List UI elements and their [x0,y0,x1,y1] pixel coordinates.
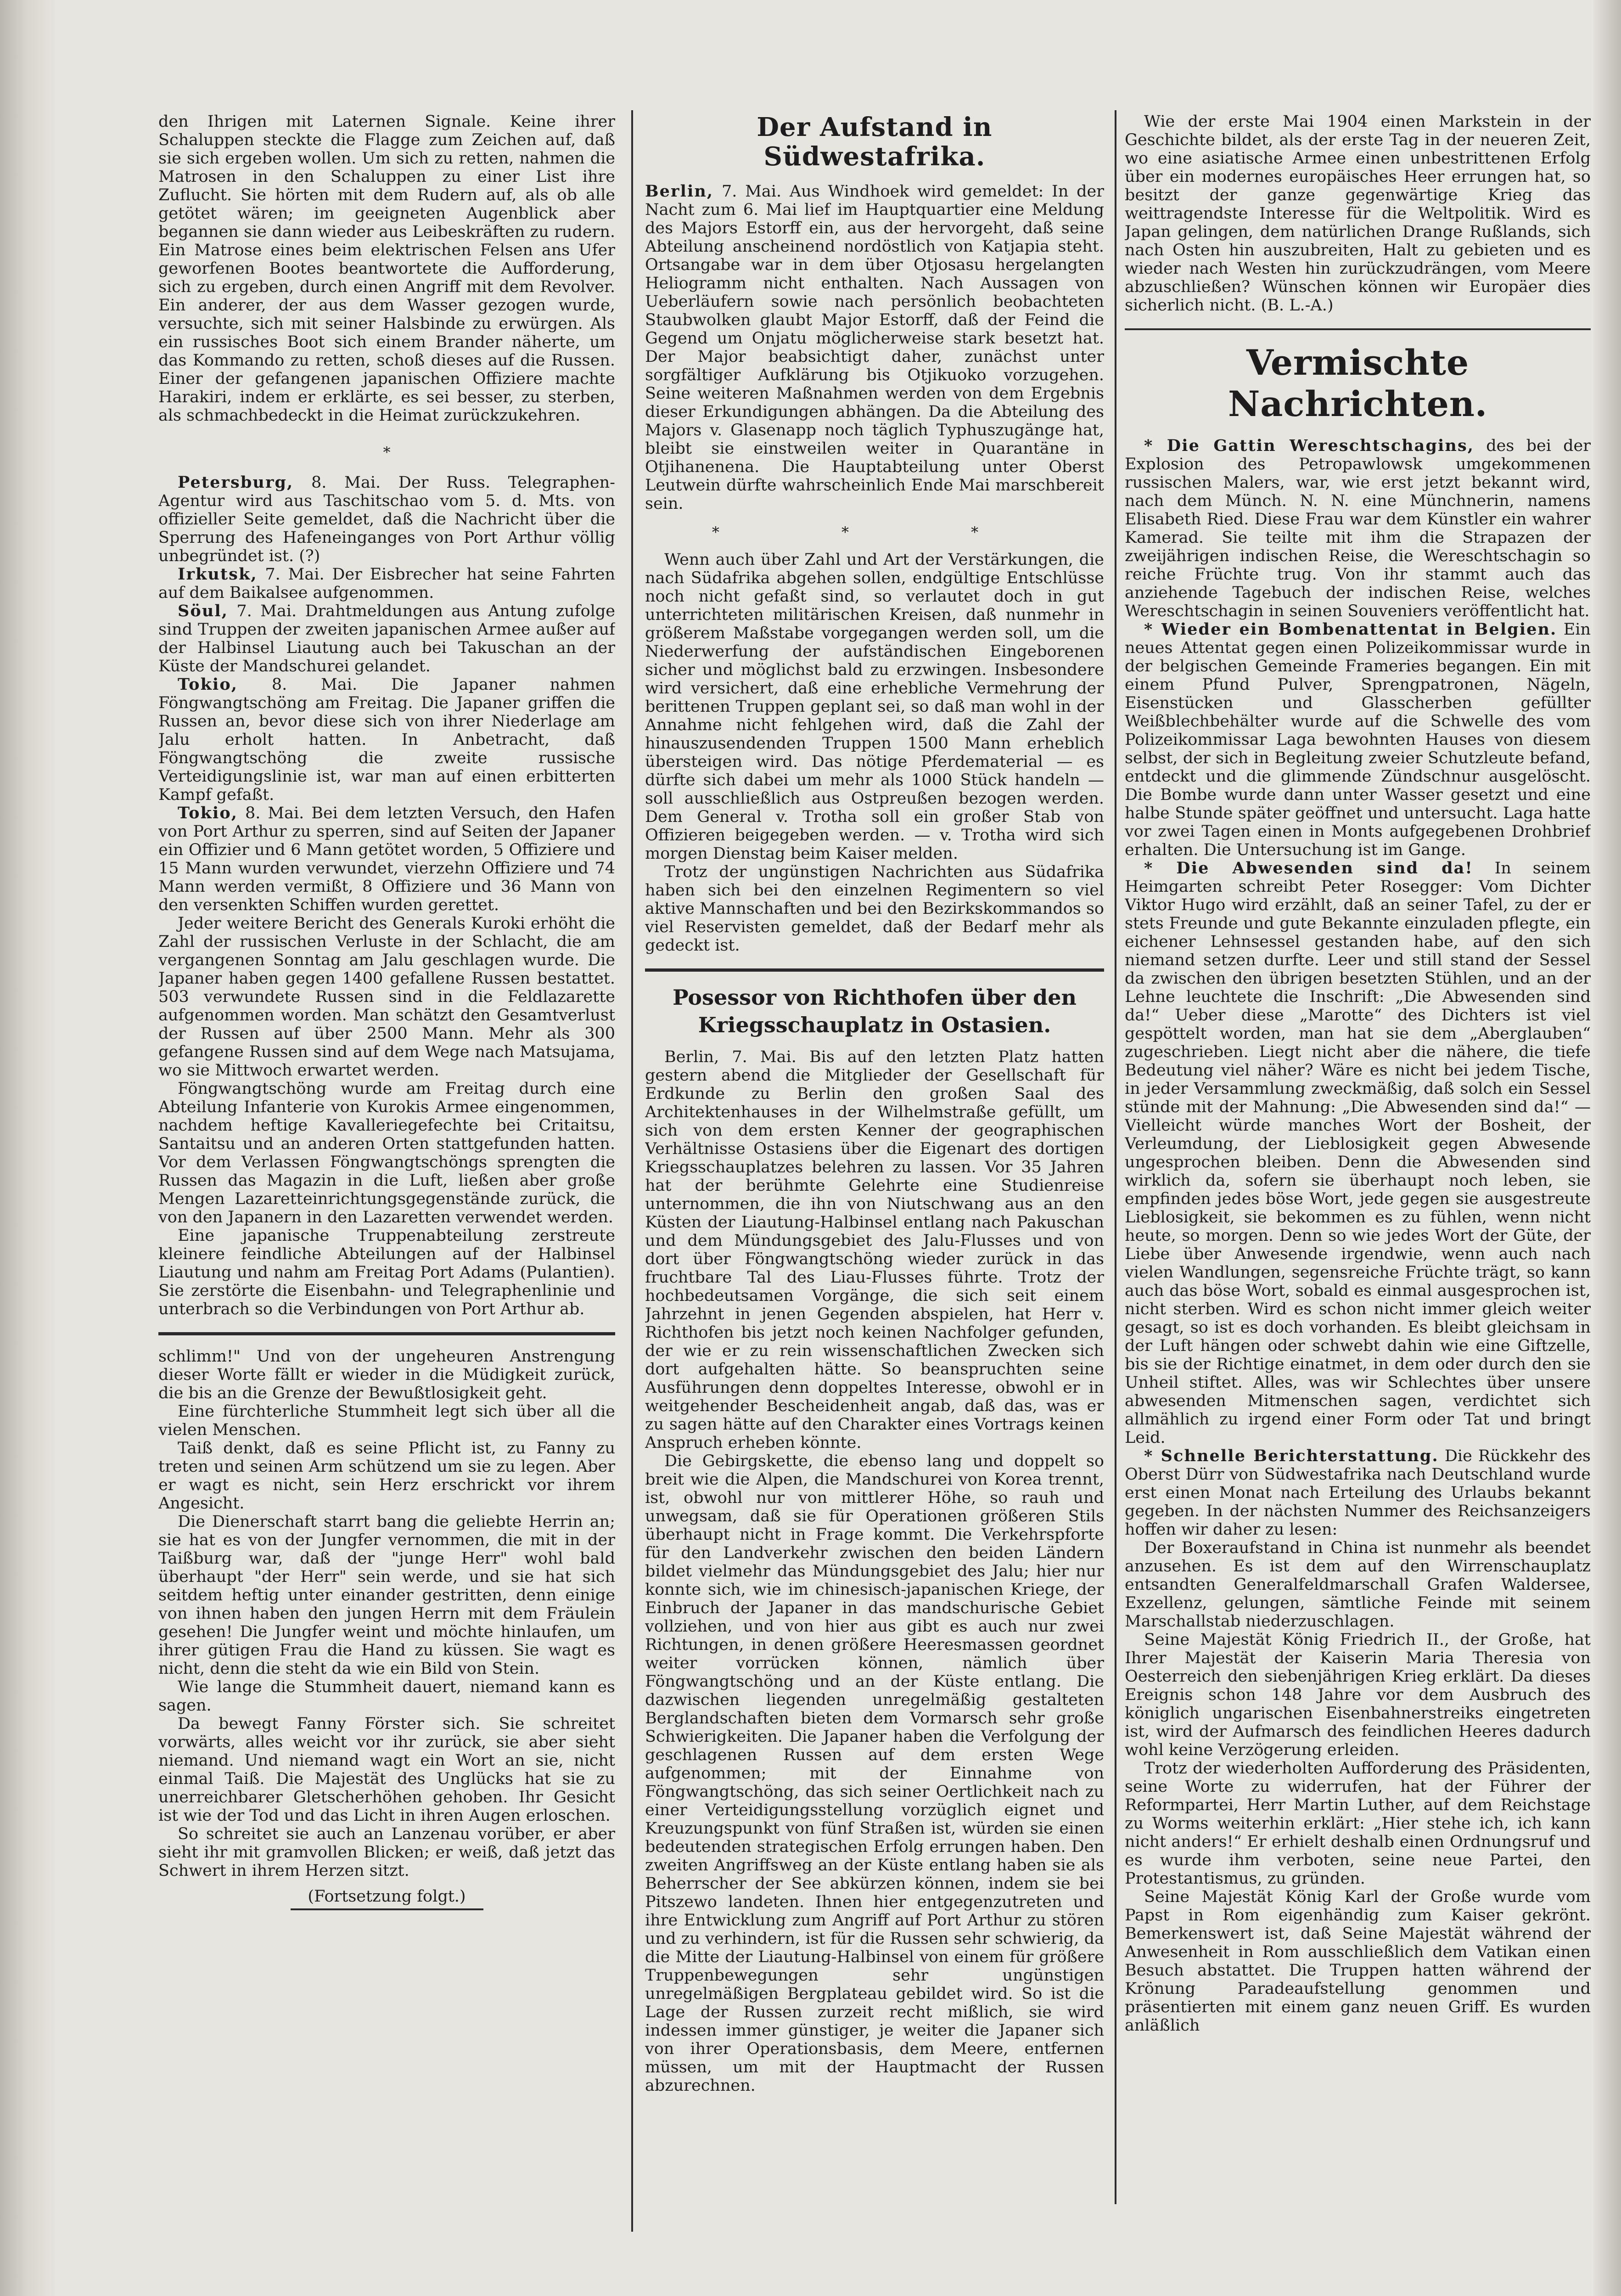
page-edge-shadow [1593,0,1621,2296]
page-binding-shadow [0,0,55,2296]
telegram-soeul: Söul, 7. Mai. Drahtmeldungen aus Antung zufolge sind Truppen der zweiten japanischen Armee außer auf der Halbinsel Liautung auch bei Takuschan an der Küste der Mandschurei gelandet. [158,602,615,675]
news-item-berichterstattung: * Schnelle Berichterstattung. Die Rückkehr des Oberst Dürr von Südwestafrika nach Deutschland wurde erst einen Monat nach Erteilung des Urlaubs bekannt gegeben. In der nächsten Nummer des Reichsanzeigers hoffen wir daher zu lesen: [1125,1446,1591,1539]
paragraph: Jeder weitere Bericht des Generals Kuroki erhöht die Zahl der russischen Verluste in der Schlacht, die am vergangenen Sonntag am Jalu geschlagen wurde. Die Japaner haben gegen 1400 gefallene Russen bestattet. 503 verwundete Russen sind in die Feldlazarette aufgenommen worden. Man schätzt den Gesamtverlust der Russen auf über 2500 Mann. Mehr als 300 gefangene Russen sind auf dem Wege nach Matsujama, wo sie Mittwoch erwartet werden. [158,914,615,1080]
telegram-petersburg: Petersburg, 8. Mai. Der Russ. Telegraphen-Agentur wird aus Taschitschao vom 5. d. Mts. von offizieller Seite gemeldet, daß die Nachricht über die Sperrung des Hafeneinganges von Port Arthur völlig unbegründet ist. (?) [158,473,615,565]
serial-paragraph: Wie lange die Stummheit dauert, niemand kann es sagen. [158,1678,615,1715]
war-report-continuation: den Ihrigen mit Laternen Signale. Keine ihrer Schaluppen steckte die Flagge zum Zeichen auf, daß sie sich ergeben wollen. Um sich zu retten, nahmen die Matrosen in den Schaluppen zu einer List ihre Zuflucht. Sie hörten mit dem Rudern auf, als ob alle getötet wären; im geeigneten Augenblick aber begannen sie dann wieder aus Leibeskräften zu rudern. Ein Matrose eines beim elektrischen Felsen ans Ufer geworfenen Bootes beantwortete die Aufforderung, sich zu ergeben, durch einen Angriff mit dem Revolver. Ein anderer, der aus dem Wasser gezogen wurde, versuchte, sich mit seiner Halsbinde zu erwürgen. Als ein russisches Boot sich einem Brander näherte, um das Kommando zu retten, schoß dieses auf die Russen. Einer der gefangenen japanischen Offiziere machte Harakiri, indem er erklärte, es sei besser, zu sterben, als schmachbedeckt in die Heimat zurückzukehren. [158,113,615,425]
serial-paragraph: Die Dienerschaft starrt bang die geliebte Herrin an; sie hat es von der Jungfer vernommen, die mit in der Taißburg war, daß der "junge Herr" wohl bald überhaupt "der Herr" sein werde, und sie hat sich seitdem heftig unter einander gestritten, denn einige von ihnen haben den jungen Herrn mit dem Fräulein gesehen! Die Jungfer weint und möchte hinlaufen, um ihrer gütigen Frau die Hand zu küssen. Sie wagt es nicht, denn die steht da wie ein Bild von Stein. [158,1513,615,1678]
telegram-tokio-1: Tokio, 8. Mai. Die Japaner nahmen Föngwangtschöng am Freitag. Die Japaner griffen die Russen an, bevor diese sich von ihrer Niederlage am Jalu erholt hatten. In Anbetracht, daß Föngwangtschöng die zweite russische Verteidigungslinie ist, war man auf einen erbitterten Kampf gefaßt. [158,675,615,804]
serial-paragraph: Taiß denkt, daß es seine Pflicht ist, zu Fanny zu treten und seinen Arm schützend um sie zu legen. Aber er wagt es nicht, sein Herz erschrickt vor ihrem Angesicht. [158,1439,615,1513]
section-title-vermischte-nachrichten: Vermischte Nachrichten. [1228,342,1487,424]
column-left [158,113,615,2271]
serial-paragraph: Da bewegt Fanny Förster sich. Sie schreitet vorwärts, alles weicht vor ihr zurück, sie aber sieht niemand. Und niemand wagt ein Wort an sie, nicht einmal Taiß. Die Majestät des Unglücks hat sie zu unerreichbarer Gletscherhöhen gehoben. Ihr Gesicht ist wie der Tod und das Licht in ihren Augen erloschen. [158,1715,615,1825]
richthofen-conclusion: Wie der erste Mai 1904 einen Markstein in der Geschichte bildet, als der erste Tag in der neueren Zeit, wo eine asiatische Armee einen unbestrittenen Erfolg über ein modernes europäisches Heer errungen hat, so besitzt der ganze gegenwärtige Krieg das weittragendste Interesse für die Weltpolitik. Wird es Japan gelingen, dem natürlichen Drange Rußlands, sich nach Osten hin auszubreiten, Halt zu gebieten und es wieder nach Westen hin zurückzudrängen, vom Meere abzuschließen? Wünschen können wir Europäer dies sicherlich nicht. (B. L.-A.) [1125,113,1591,315]
paragraph: Wenn auch über Zahl und Art der Verstärkungen, die nach Südafrika abgehen sollen, endgültige Entschlüsse noch nicht gefaßt sind, so verlautet doch in gut unterrichteten militärischen Kreisen, daß nunmehr in größerem Maßstabe vorgegangen werden soll, um die Niederwerfung der aufständischen Eingeborenen sicher und möglichst bald zu erzwingen. Insbesondere wird versichert, daß eine erhebliche Vermehrung der berittenen Truppen geplant sei, so daß man wohl in der Annahme nicht fehlgehen wird, daß die Zahl der hinauszusendenden Truppen 1500 Mann erheblich übersteigen wird. Das nötige Pferdematerial — es dürfte sich dabei um mehr als 1000 Stück handeln — soll ausschließlich aus Ostpreußen bezogen werden. Dem General v. Trotha soll ein großer Stab von Offizieren beigegeben werden. — v. Trotha wird sich morgen Dienstag beim Kaiser melden. [645,551,1104,863]
paragraph: Seine Majestät König Friedrich II., der Große, hat Ihrer Majestät der Kaiserin Maria Theresia von Oesterreich den siebenjährigen Krieg erklärt. Da dieses Ereignis schon 148 Jahre vor dem Ausbruch des königlich ungarischen Eisenbahnerstreiks eingetreten ist, wird der Aufmarsch des feindlichen Heeres dadurch wohl keine Verzögerung erleiden. [1125,1631,1591,1759]
end-rule [291,1908,483,1910]
paragraph: Eine japanische Truppenabteilung zerstreute kleinere feindliche Abteilungen auf der Halbinsel Liautung und nahm am Freitag Port Adams (Pulantien). Sie zerstörte die Eisenbahn- und Telegraphenlinie und unterbrach so die Verbindungen von Port Arthur ab. [158,1227,615,1318]
column-right [1125,113,1591,2179]
headline-suedwestafrika: Der Aufstand in Südwestafrika. [757,113,993,172]
column-divider-right [1115,110,1116,2204]
headline-richthofen: Posessor von Richthofen über den Kriegsschauplatz in Ostasien. [673,985,1077,1037]
section-star: * [383,444,391,461]
paragraph: Seine Majestät König Karl der Große wurde vom Papst in Rom eigenhändig zum Kaiser gekrönt. Bemerkenswert ist, daß Seine Majestät während der Anwesenheit in Rom ausschließlich dem Vatikan einen Besuch abstattet. Die Truppen hatten während der Krönung Paradeaufstellung genommen und präsentierten mit einem ganz neuen Griff. Es wurden anläßlich [1125,1888,1591,2035]
news-item-wereschtschagin: * Die Gattin Wereschtschagins, des bei der Explosion des Petropawlowsk umgekommenen russischen Malers, war, wie erst jetzt bekannt wird, nach dem Münch. N. N. eine Münchnerin, namens Elisabeth Ried. Diese Frau war dem Künstler ein wahrer Kamerad. Sie teilte mit ihm die Strapazen der zweijährigen indischen Reise, die Wereschtschagin so reiche Früchte trug. Von ihr stammt auch das anziehende Tagebuch der indischen Reise, welches Wereschtschagin in seinen Souveniers veröffentlicht hat. [1125,436,1591,620]
section-stars: * * * [712,523,1038,541]
paragraph: Der Boxeraufstand in China ist nunmehr als beendet anzusehen. Es ist dem auf den Wirrenschauplatz entsandten Generalfeldmarschall Grafen Waldersee, Exzellenz, gelungen, sämtliche Feinde mit seinem Marschallstab niederzuschlagen. [1125,1539,1591,1631]
column-middle [645,113,1104,2216]
paragraph: Trotz der wiederholten Aufforderung des Präsidenten, seine Worte zu widerrufen, hat der Führer der Reformpartei, Herr Martin Luther, auf dem Reichstage zu Worms weiterhin erklärt: „Hier stehe ich, ich kann nicht anders!“ Er erhielt deshalb einen Ordnungsruf und es wurde ihm verboten, seine neue Partei, den Protestantismus, zu gründen. [1125,1759,1591,1888]
paragraph: Föngwangtschöng wurde am Freitag durch eine Abteilung Infanterie von Kurokis Armee eingenommen, nachdem heftige Kavalleriegefechte bei Critaitsu, Santaitsu und an anderen Orten stattgefunden hatten. Vor dem Verlassen Föngwangtschöngs sprengten die Russen das Magazin in die Luft, ließen aber große Mengen Lazaretteinrichtungsgegenstände zurück, die von den Japanern in den Lazaretten verwendet werden. [158,1080,615,1227]
news-item-bombenattentat: * Wieder ein Bombenattentat in Belgien. Ein neues Attentat gegen einen Polizeikommissar wurde in der belgischen Gemeinde Frameries begangen. Ein mit einem Pfund Pulver, Sprengpatronen, Nägeln, Eisenstücken und Glasscherben gefüllter Weißblechbehälter wurde auf die Schwelle des vom Polizeikommissar Laga bewohnten Hauses von diesem selbst, der sich in Begleitung zweier Schutzleute befand, entdeckt und die glimmende Zündschnur ausgelöscht. Die Bombe wurde dann unter Wasser gesetzt und eine halbe Stunde später geöffnet und untersucht. Laga hatte vor zwei Tagen einen in Monts aufgegebenen Drohbrief erhalten. Die Untersuchung ist im Gange. [1125,620,1591,859]
paragraph: Trotz der ungünstigen Nachrichten aus Südafrika haben sich bei den einzelnen Regimentern so viel aktive Mannschaften und bei den Bezirkskommandos so viel Reservisten gemeldet, daß der Bedarf mehr als gedeckt ist. [645,863,1104,955]
section-divider [1125,328,1591,330]
serial-paragraph: Eine fürchterliche Stummheit legt sich über all die vielen Menschen. [158,1402,615,1439]
telegram-irkutsk: Irkutsk, 7. Mai. Der Eisbrecher hat seine Fahrten auf dem Baikalsee aufgenommen. [158,565,615,602]
telegram-tokio-2: Tokio, 8. Mai. Bei dem letzten Versuch, den Hafen von Port Arthur zu sperren, sind auf Seiten der Japaner ein Offizier und 6 Mann getötet worden, 5 Offiziere und 15 Mann wurden verwundet, vierzehn Offiziere und 74 Mann werden vermißt, 8 Offiziere und 36 Mann von den versenkten Schiffen wurden gerettet. [158,804,615,914]
serial-paragraph: So schreitet sie auch an Lanzenau vorüber, er aber sieht ihr mit gramvollen Blicken; er weiß, daß jetzt das Schwert in ihrem Herzen sitzt. [158,1825,615,1880]
column-divider-left [631,110,633,2232]
paragraph: Die Gebirgskette, die ebenso lang und doppelt so breit wie die Alpen, die Mandschurei von Korea trennt, ist, obwohl nur von mittlerer Höhe, so rauh und unwegsam, daß sie für Operationen größeren Stils überhaupt nicht in Frage kommt. Die Verkehrspforte für den Landverkehr zwischen den beiden Ländern bildet vielmehr das Mündungsgebiet des Jalu; hier nur konnte sich, wie im chinesisch-japanischen Kriege, der Einbruch der Japaner in das mandschurische Gebiet vollziehen, und von hier aus gibt es auch nur zwei Richtungen, in denen größere Heeresmassen geordnet weiter vorrücken können, nämlich über Föngwangtschöng und an der Küste entlang. Die dazwischen liegenden unregelmäßig gestalteten Berglandschaften bieten dem Vormarsch sehr große Schwierigkeiten. Die Japaner haben die Verfolgung der geschlagenen Russen auf dem ersten Wege aufgenommen; mit der Einnahme von Föngwangtschöng, das sich seiner Oertlichkeit nach zu einer Verteidigungsstellung vorzüglich eignet und Kreuzungspunkt von fünf Straßen ist, würden sie einen bedeutenden strategischen Erfolg errungen haben. Den zweiten Angriffsweg an der Küste entlang haben sie als Beherrscher der See abkürzen können, indem sie bei Pitszewo landeten. Ihnen hier entgegenzutreten und ihre Entwicklung zum Angriff auf Port Arthur zu stören und zu verhindern, ist für die Russen sehr schwierig, da die Mitte der Liautung-Halbinsel von einem für größere Truppenbewegungen sehr ungünstigen unregelmäßigen Bergplateau gebildet wird. So ist die Lage der Russen zurzeit recht mißlich, sie wird indessen immer günstiger, je weiter die Japaner sich von ihrer Operationsbasis, dem Meere, entfernen müssen, um mit der Hauptmacht der Russen abzurechnen. [645,1452,1104,2095]
serial-paragraph: schlimm!" Und von der ungeheuren Anstrengung dieser Worte fällt er wieder in die Müdigkeit zurück, die bis an die Grenze der Bewußtlosigkeit geht. [158,1347,615,1402]
article-berlin-windhoek: Berlin, 7. Mai. Aus Windhoek wird gemeldet: In der Nacht zum 6. Mai lief im Hauptquartier eine Meldung des Majors Estorff ein, aus der hervorgeht, daß seine Abteilung anscheinend nordöstlich von Katjapia steht. Ortsangabe war in dem über Otjosasu hergelangten Heliogramm nicht enthalten. Nach Aussagen von Ueberläufern sowie nach persönlich beobachteten Staubwolken glaubt Major Estorff, daß der Feind die Gegend um Onjatu möglicherweise stark besetzt hat. Der Major beabsichtigt daher, zunächst unter sorgfältiger Aufklärung bis Otjikuoko vorzugehen. Seine weiteren Maßnahmen werden von dem Ergebnis dieser Erkundigungen abhängen. Da die Abteilung des Majors v. Glasenapp noch täglich Typhuszugänge hat, bleibt sie einstweilen weiter in Quarantäne in Otjihanenena. Die Hauptabteilung unter Oberst Leutwein dürfte wahrscheinlich Ende Mai marschbereit sein. [645,182,1104,513]
to-be-continued: (Fortsetzung folgt.) [308,1887,466,1906]
article-richthofen-intro: Berlin, 7. Mai. Bis auf den letzten Platz hatten gestern abend die Mitglieder der Gesellschaft für Erdkunde zu Berlin den großen Saal des Architektenhauses in der Wilhelmstraße gefüllt, um sich von dem ersten Kenner der geographischen Verhältnisse Ostasiens über die Eigenart des dortigen Kriegsschauplatzes belehren zu lassen. Vor 35 Jahren hat der berühmte Gelehrte eine Studienreise unternommen, die ihn von Niutschwang aus an den Küsten der Liautung-Halbinsel entlang nach Pakuschan und dem Mündungsgebiet des Jalu-Flusses und von dort über Föngwangtschöng wieder zurück in das fruchtbare Tal des Liau-Flusses führte. Trotz der hochbedeutsamen Vorgänge, die sich seit einem Jahrzehnt in jenen Gegenden abspielen, hat Herr v. Richthofen bis jetzt noch keinen Nachfolger gefunden, der wie er zu rein wissenschaftlichen Zwecken sich dort aufgehalten hätte. So beanspruchten seine Ausführungen denn doppeltes Interesse, obwohl er in weitgehender Bescheidenheit angab, daß das, was er zu sagen hätte auf den Charakter eines Vortrags keinen Anspruch erheben könnte. [645,1048,1104,1452]
feuilleton-divider [158,1332,615,1335]
article-divider [645,968,1104,972]
news-item-abwesenden: * Die Abwesenden sind da! In seinem Heimgarten schreibt Peter Rosegger: Vom Dichter Viktor Hugo wird erzählt, daß an seiner Tafel, zu der er stets Freunde und gute Bekannte einzuladen pflegte, ein eichener Lehnsessel gestanden habe, auf den sich niemand setzen durfte. Leer und still stand der Sessel da zwischen den übrigen besetzten Stühlen, und an der Lehne leuchtete die Inschrift: „Die Abwesenden sind da!“ Ueber diese „Marotte“ des Dichters ist viel gespöttelt worden, man hat sie dem „Aberglauben“ zugeschrieben. Liegt nicht aber die nähere, die tiefe Bedeutung viel näher? Wäre es nicht bei jedem Tische, in jeder Versammlung zweckmäßig, daß solch ein Sessel stünde mit der Mahnung: „Die Abwesenden sind da!“ — Vielleicht würde manches Wort der Bosheit, der Verleumdung, der Lieblosigkeit gegen Abwesende ungesprochen bleiben. Denn die Abwesenden sind wirklich da, sofern sie überhaupt noch leben, sie empfinden jedes böse Wort, jede gegen sie ausgestreute Lieblosigkeit, sie bekommen es zu fühlen, wenn nicht heute, so morgen. Denn so wie jedes Wort der Güte, der Liebe über Anwesende irgendwie, wenn auch nach vielen Wandlungen, segensreiche Früchte trägt, so kann auch das böse Wort, sobald es einmal ausgesprochen ist, nicht sterben. Wird es schon nicht immer gleich weiter gesagt, so ist es doch vorhanden. Es bleibt gleichsam in der Luft hängen oder schwebt dahin wie eine Giftzelle, bis sie der Richtige einatmet, in dem oder durch den sie Unheil stiftet. Alles, was wir Schlechtes über unsere abwesenden Mitmenschen sagen, verdichtet sich allmählich zu irgend einer Form oder Tat und bringt Leid. [1125,859,1591,1447]
